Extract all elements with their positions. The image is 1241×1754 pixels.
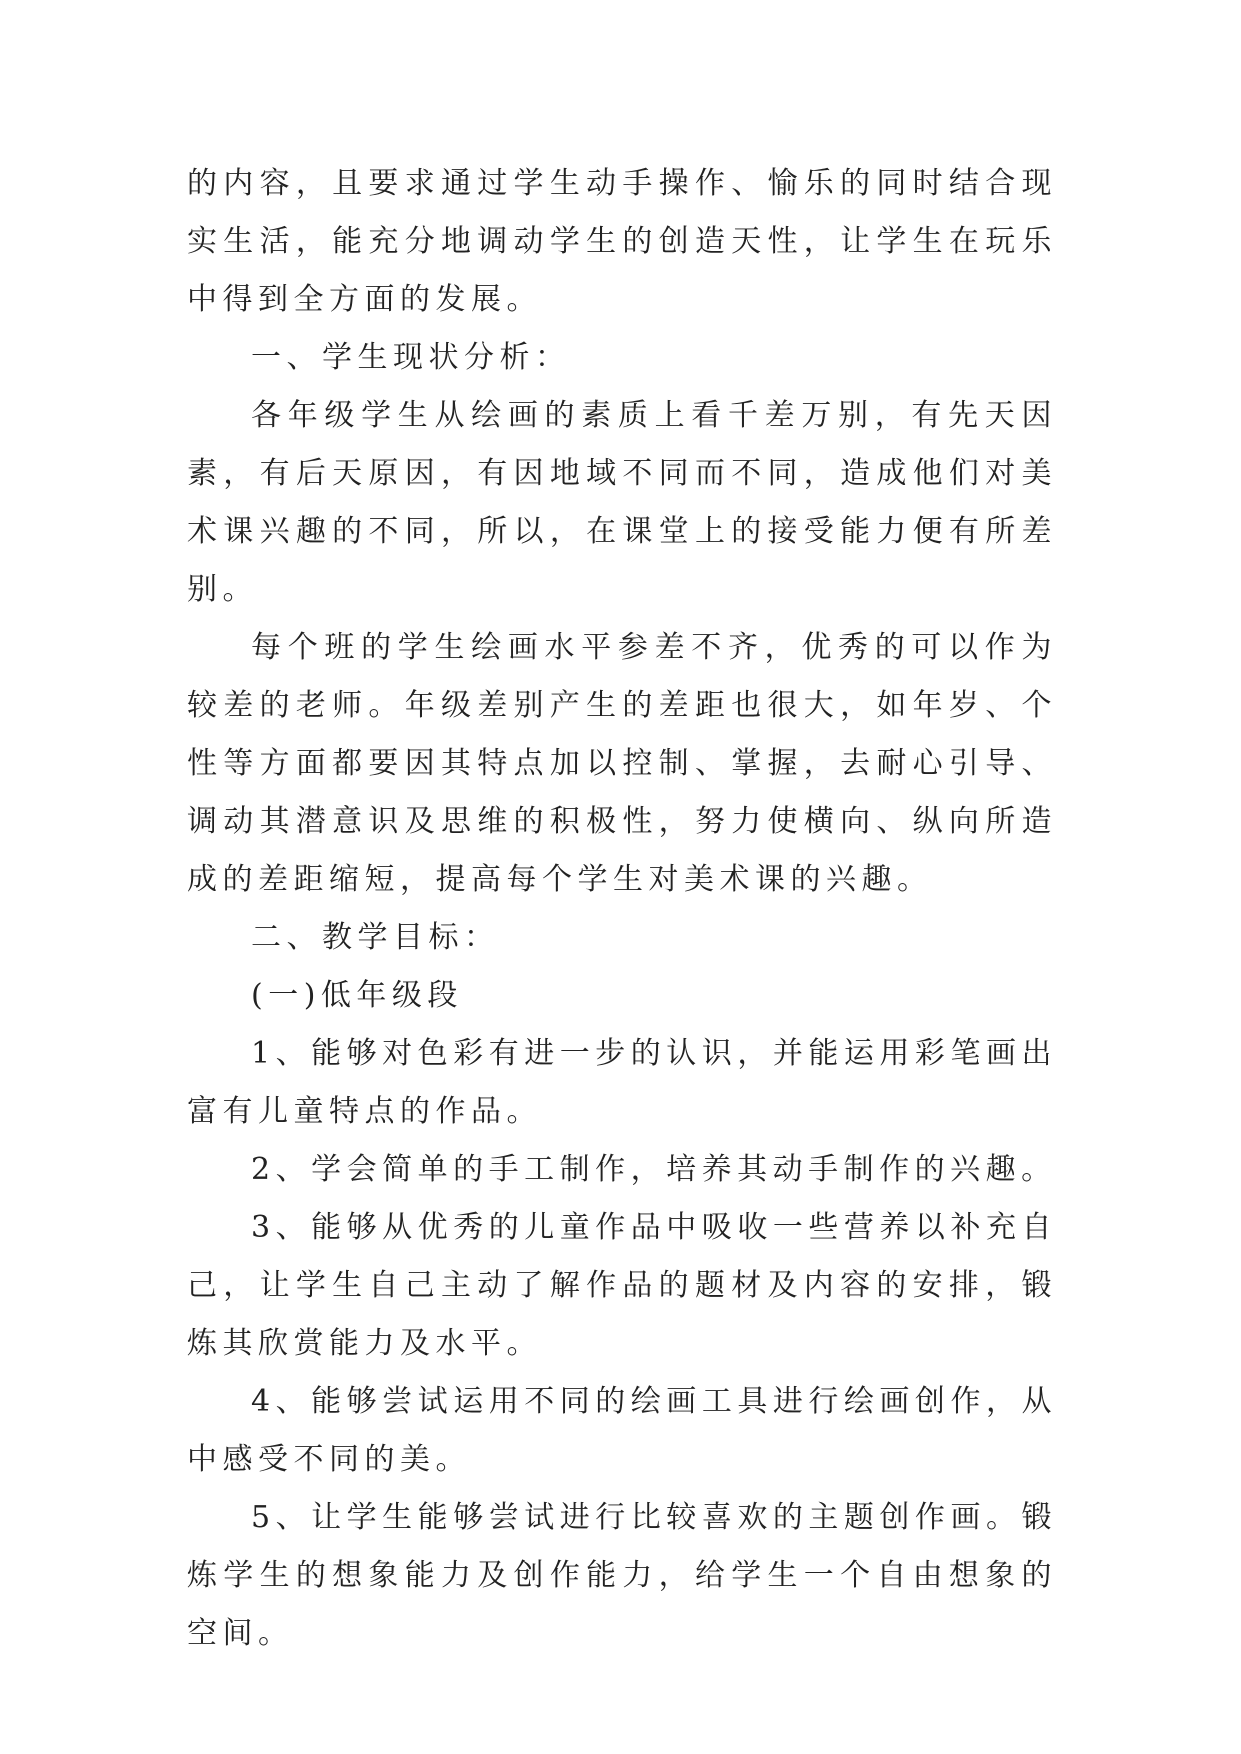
goal-item-2: 2、学会简单的手工制作，培养其动手制作的兴趣。 xyxy=(251,1152,1057,1187)
paragraph-grade-differences: 各年级学生从绘画的素质上看千差万别，有先天因素，有后天原因，有因地域不同而不同，造成他们对美术课兴趣的不同，所以，在课堂上的接受能力便有所差别。 xyxy=(187,398,1057,607)
paragraph-continuation: 的内容，且要求通过学生动手操作、愉乐的同时结合现实生活，能充分地调动学生的创造天性，让学生在玩乐中得到全方面的发展。 xyxy=(187,166,1057,317)
goal-item-5: 5、让学生能够尝试进行比较喜欢的主题创作画。锻炼学生的想象能力及创作能力，给学生一个自由想象的空间。 xyxy=(187,1500,1057,1651)
paragraph-class-levels: 每个班的学生绘画水平参差不齐，优秀的可以作为较差的老师。年级差别产生的差距也很大，如年岁、个性等方面都要因其特点加以控制、掌握，去耐心引导、调动其潜意识及思维的积极性，努力使横向、纵向所造成的差距缩短，提高每个学生对美术课的兴趣。 xyxy=(187,630,1057,897)
heading-teaching-goals: 二、教学目标： xyxy=(251,920,500,955)
goal-item-1: 1、能够对色彩有进一步的认识，并能运用彩笔画出富有儿童特点的作品。 xyxy=(187,1036,1057,1129)
goal-item-3: 3、能够从优秀的儿童作品中吸收一些营养以补充自己，让学生自己主动了解作品的题材及内容的安排，锻炼其欣赏能力及水平。 xyxy=(187,1210,1057,1361)
goal-item-4: 4、能够尝试运用不同的绘画工具进行绘画创作，从中感受不同的美。 xyxy=(187,1384,1057,1477)
document-body xyxy=(187,155,1057,1663)
heading-student-analysis: 一、学生现状分析： xyxy=(251,340,571,375)
subheading-lower-grades: (一)低年级段 xyxy=(251,978,463,1013)
